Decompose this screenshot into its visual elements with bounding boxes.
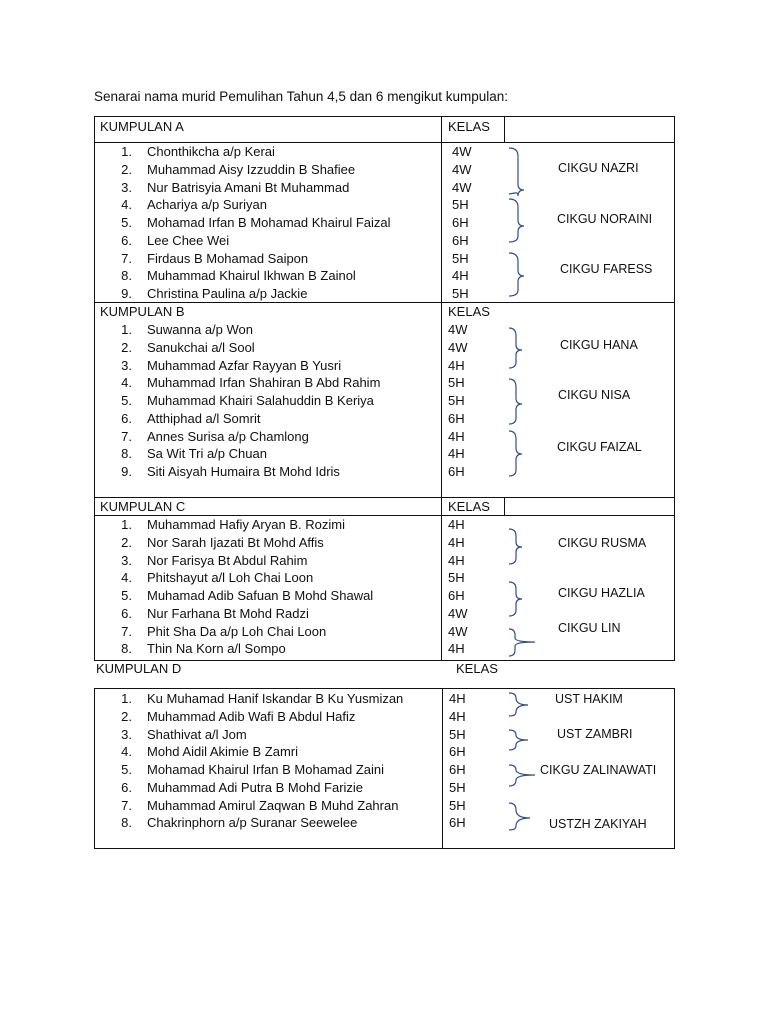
brace-icon [509,328,522,368]
student-name: Siti Aisyah Humaira Bt Mohd Idris [147,464,340,479]
student-number: 6. [121,233,132,248]
student-name: Muhammad Adib Wafi B Abdul Hafiz [147,709,356,724]
brace-icon [509,529,522,564]
student-number: 3. [121,358,132,373]
teacher-label: CIKGU NORAINI [557,212,653,226]
student-kelas: 4H [448,446,465,461]
student-kelas: 4H [449,709,466,724]
brace-icon [509,253,524,296]
student-name: Muhammad Amirul Zaqwan B Muhd Zahran [147,798,399,813]
student-kelas: 4H [452,268,469,283]
student-number: 5. [121,393,132,408]
student-number: 5. [121,588,132,603]
student-kelas: 4H [449,691,466,706]
teacher-label: UST HAKIM [555,692,623,706]
student-kelas: 6H [449,815,466,830]
student-number: 2. [121,340,132,355]
brace-icon [509,379,522,424]
student-number: 3. [121,180,132,195]
student-number: 1. [121,517,132,532]
teacher-label: CIKGU ZALINAWATI [540,763,657,777]
student-kelas: 5H [448,570,465,585]
student-number: 8. [121,446,132,461]
brace-icon [509,803,530,830]
student-kelas: 5H [452,197,469,212]
student-number: 5. [121,215,132,230]
student-name: Nur Farhana Bt Mohd Radzi [147,606,309,621]
student-number: 6. [121,606,132,621]
student-number: 5. [121,762,132,777]
student-name: Muhammad Azfar Rayyan B Yusri [147,358,342,373]
student-kelas: 5H [452,286,469,301]
teacher-label: CIKGU FAIZAL [557,440,642,454]
student-number: 4. [121,375,132,390]
student-name: Phit Sha Da a/p Loh Chai Loon [147,624,327,639]
student-kelas: 5H [449,798,466,813]
student-kelas: 4W [452,144,472,159]
page-title: Senarai nama murid Pemulihan Tahun 4,5 dan 6 mengikut kumpulan: [94,89,509,104]
student-number: 2. [121,162,132,177]
teacher-label: UST ZAMBRI [557,727,633,741]
student-number: 7. [121,429,132,444]
student-name: Ku Muhamad Hanif Iskandar B Ku Yusmizan [147,691,404,706]
student-kelas: 6H [452,233,469,248]
student-name: Mohd Aidil Akimie B Zamri [147,744,298,759]
student-kelas: 4H [448,517,465,532]
student-kelas: 4W [448,606,468,621]
student-name: Nor Sarah Ijazati Bt Mohd Affis [147,535,324,550]
student-number: 7. [121,251,132,266]
student-number: 8. [121,268,132,283]
brace-icon [509,629,535,656]
brace-icon [509,730,528,750]
teacher-label: CIKGU FARESS [560,262,653,276]
student-number: 4. [121,570,132,585]
teacher-label: CIKGU NAZRI [558,161,639,175]
student-kelas: 5H [449,727,466,742]
teacher-label: CIKGU LIN [558,621,621,635]
student-name: Muhammad Khairi Salahuddin B Keriya [147,393,374,408]
student-name: Chakrinphorn a/p Suranar Seewelee [147,815,358,830]
student-name: Muhamad Adib Safuan B Mohd Shawal [147,588,374,603]
student-name: Suwanna a/p Won [147,322,253,337]
student-number: 4. [121,197,132,212]
student-kelas: 4W [448,340,468,355]
brace-icon [509,693,528,716]
group-b-heading: KUMPULAN B [100,304,185,319]
teacher-label: CIKGU NISA [558,388,631,402]
student-kelas: 4H [448,535,465,550]
student-kelas: 4H [448,641,465,656]
student-kelas: 6H [448,464,465,479]
student-name: Mohamad Irfan B Mohamad Khairul Faizal [147,215,391,230]
student-name: Muhammad Irfan Shahiran B Abd Rahim [147,375,381,390]
brace-icon [509,765,535,786]
student-number: 6. [121,411,132,426]
student-number: 3. [121,553,132,568]
teacher-label: CIKGU HAZLIA [558,586,645,600]
student-name: Christina Paulina a/p Jackie [147,286,308,301]
teacher-label: USTZH ZAKIYAH [549,817,647,831]
student-name: Nur Batrisyia Amani Bt Muhammad [147,180,350,195]
group-c-kelas-label: KELAS [448,499,490,514]
teacher-label: CIKGU RUSMA [558,536,647,550]
student-kelas: 4W [452,180,472,195]
student-number: 8. [121,641,132,656]
student-kelas: 5H [449,780,466,795]
student-name: Thin Na Korn a/l Sompo [147,641,286,656]
brace-icon [509,582,522,616]
student-number: 9. [121,464,132,479]
group-d-heading: KUMPULAN D [96,661,182,676]
student-kelas: 4W [448,624,468,639]
student-kelas: 6H [449,762,466,777]
student-name: Firdaus B Mohamad Saipon [147,251,309,266]
student-name: Atthiphad a/l Somrit [147,411,261,426]
student-number: 6. [121,780,132,795]
brace-icon [509,431,522,476]
student-name: Annes Surisa a/p Chamlong [147,429,309,444]
group-a-heading: KUMPULAN A [100,119,184,134]
student-number: 7. [121,624,132,639]
group-a-kelas-label: KELAS [448,119,490,134]
student-kelas: 4H [448,358,465,373]
student-number: 1. [121,691,132,706]
student-number: 1. [121,144,132,159]
brace-icon [509,199,524,242]
student-kelas: 5H [448,375,465,390]
student-number: 2. [121,709,132,724]
group-d-kelas-label: KELAS [456,661,498,676]
student-name: Achariya a/p Suriyan [147,197,267,212]
student-kelas: 4W [448,322,468,337]
student-kelas: 4H [448,429,465,444]
student-name: Mohamad Khairul Irfan B Mohamad Zaini [147,762,385,777]
student-name: Lee Chee Wei [147,233,230,248]
student-kelas: 5H [452,251,469,266]
student-name: Muhammad Hafiy Aryan B. Rozimi [147,517,345,532]
student-name: Chonthikcha a/p Kerai [147,144,275,159]
student-name: Muhammad Adi Putra B Mohd Farizie [147,780,364,795]
student-name: Sa Wit Tri a/p Chuan [147,446,267,461]
teacher-label: CIKGU HANA [560,338,638,352]
student-name: Shathivat a/l Jom [147,727,247,742]
student-name: Sanukchai a/l Sool [147,340,255,355]
student-number: 7. [121,798,132,813]
student-number: 3. [121,727,132,742]
group-c-heading: KUMPULAN C [100,499,186,514]
student-number: 9. [121,286,132,301]
student-kelas: 6H [449,744,466,759]
student-number: 8. [121,815,132,830]
student-number: 1. [121,322,132,337]
student-name: Muhammad Khairul Ikhwan B Zainol [147,268,356,283]
brace-icon [509,148,524,196]
student-number: 2. [121,535,132,550]
student-kelas: 5H [448,393,465,408]
student-name: Nor Farisya Bt Abdul Rahim [147,553,308,568]
student-kelas: 4W [452,162,472,177]
student-kelas: 6H [448,588,465,603]
student-name: Muhammad Aisy Izzuddin B Shafiee [147,162,356,177]
group-b-kelas-label: KELAS [448,304,490,319]
student-name: Phitshayut a/l Loh Chai Loon [147,570,314,585]
student-number: 4. [121,744,132,759]
student-kelas: 4H [448,553,465,568]
student-kelas: 6H [448,411,465,426]
student-kelas: 6H [452,215,469,230]
